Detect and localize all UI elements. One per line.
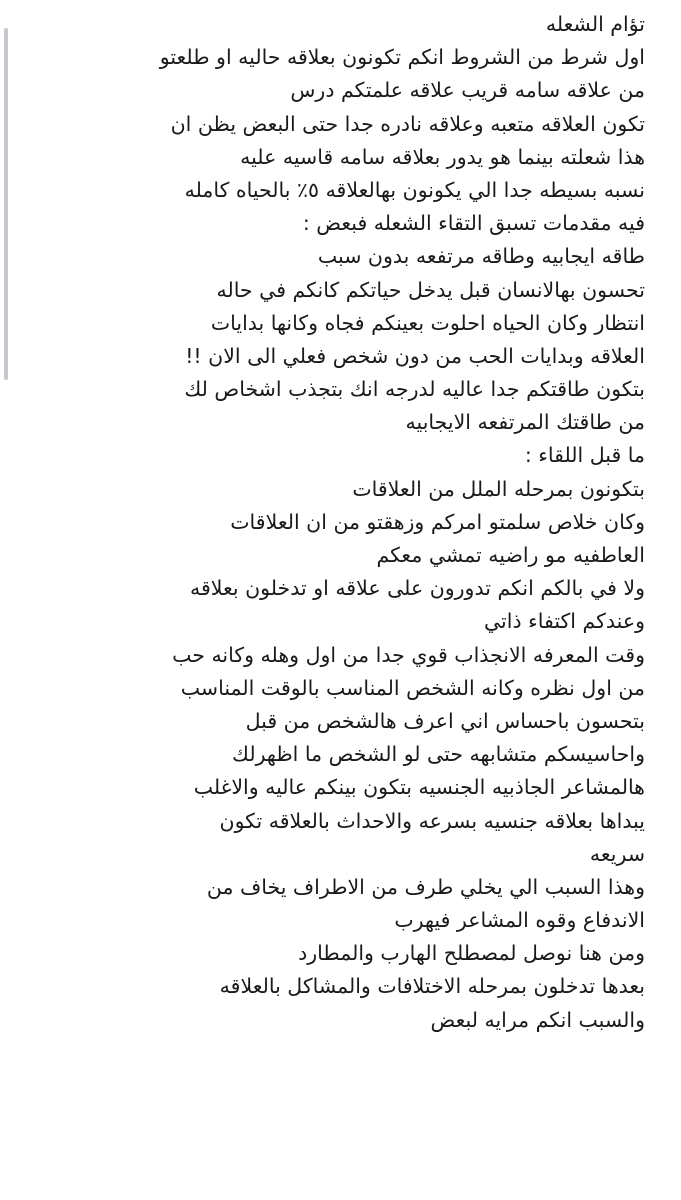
text-line: انتظار وكان الحياه احلوت بعينكم فجاه وكانها بدايات: [210, 310, 645, 335]
text-line: تكون العلاقه متعبه وعلاقه نادره جدا حتى البعض يظن ان: [170, 111, 645, 136]
text-line: تحسون بهالانسان قبل يدخل حياتكم كانكم في حاله: [216, 277, 645, 302]
text-line: ولا في بالكم انكم تدورون على علاقه او تدخلون بعلاقه: [189, 576, 645, 601]
text-line: من اول نظره وكانه الشخص المناسب بالوقت المناسب: [180, 675, 645, 700]
text-line: والسبب انكم مرايه لبعض: [430, 1007, 645, 1032]
section-heading: ما قبل اللقاء :: [524, 443, 645, 468]
scrollbar[interactable]: [4, 28, 8, 380]
text-line: يبداها بعلاقه جنسيه بسرعه والاحداث بالعلاقه تكون: [219, 808, 645, 833]
text-line: هالمشاعر الجاذبيه الجنسيه بتكون بينكم عاليه والاغلب: [193, 775, 645, 800]
text-line: وعندكم اكتفاء ذاتي: [483, 609, 645, 634]
text-line: ومن هنا نوصل لمصطلح الهارب والمطارد: [298, 941, 645, 966]
text-line: العلاقه وبدايات الحب من دون شخص فعلي الى الان !!: [185, 343, 645, 368]
text-line: بتحسون باحساس اني اعرف هالشخص من قبل: [245, 708, 645, 733]
text-line: واحاسيسكم متشابهه حتى لو الشخص ما اظهرلك: [232, 742, 645, 767]
text-line: وقت المعرفه الانجذاب قوي جدا من اول وهله وكانه حب: [172, 642, 645, 667]
text-line: بعدها تدخلون بمرحله الاختلافات والمشاكل بالعلاقه: [219, 974, 645, 999]
text-line: وهذا السبب الي يخلي طرف من الاطراف يخاف من: [206, 874, 645, 899]
text-line: سريعه: [589, 841, 645, 866]
text-line: هذا شعلته بينما هو يدور بعلاقه سامه قاسيه عليه: [240, 144, 645, 169]
text-line: الاندفاع وقوه المشاعر فيهرب: [394, 908, 645, 933]
text-line: بتكون طاقتكم جدا عاليه لدرجه انك بتجذب اشخاص لك: [184, 377, 645, 402]
text-line: بتكونون بمرحله الملل من العلاقات: [352, 476, 645, 501]
text-line: من علاقه سامه قريب علاقه علمتكم درس: [290, 78, 645, 103]
article-text: [16, 8, 645, 1037]
article-title: تؤام الشعله: [545, 12, 645, 36]
text-line: اول شرط من الشروط انكم تكونون بعلاقه حاليه او طلعتو: [159, 45, 645, 70]
text-line: العاطفيه مو راضيه تمشي معكم: [376, 543, 645, 567]
text-line: نسبه بسيطه جدا الي يكونون بهالعلاقه ٥٪ بالحياه كامله: [184, 177, 645, 202]
text-line: طاقه ايجابيه وطاقه مرتفعه بدون سبب: [317, 244, 645, 269]
text-line: من طاقتك المرتفعه الايجابيه: [405, 410, 645, 435]
text-line: وكان خلاص سلمتو امركم وزهقتو من ان العلاقات: [230, 509, 645, 534]
text-line: فيه مقدمات تسبق التقاء الشعله فبعض :: [302, 211, 645, 236]
